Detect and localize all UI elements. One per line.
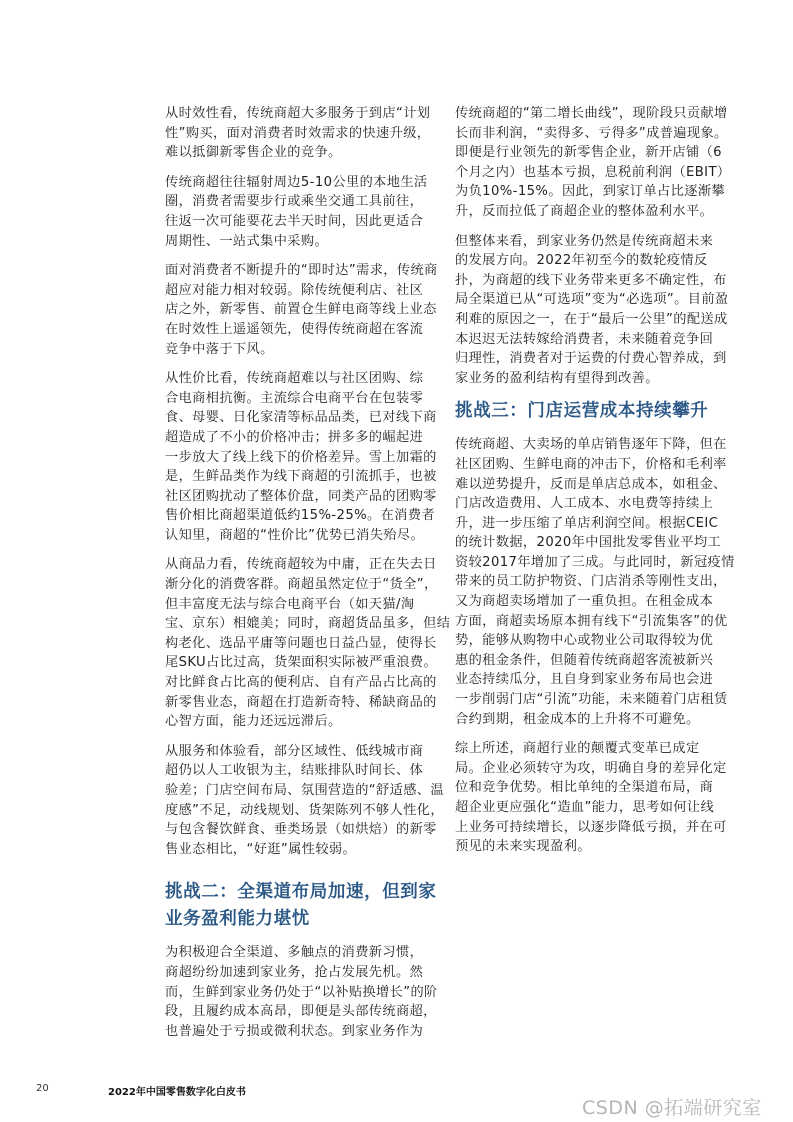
- text-line: 本迟迟无法转嫁给消费者，未来随着竞争回: [455, 331, 714, 347]
- text-line: 周期性、一站式集中采购。: [165, 233, 329, 249]
- section-heading: [455, 398, 730, 425]
- text-line: 与包含餐饮鲜食、垂类场景（如烘焙）的新零: [165, 822, 437, 838]
- document-title: 2022年中国零售数字化白皮书: [108, 1087, 246, 1098]
- paragraph: [455, 739, 730, 857]
- paragraph: [455, 104, 730, 222]
- text-line: 业务盈利能力堪忧: [165, 909, 310, 930]
- text-line: 圈，消费者需要步行或乘坐交通工具前往，: [165, 194, 424, 210]
- text-line: 渐分化的消费客群。商超虽然定位于“货全”，: [165, 577, 438, 593]
- text-line: 带来的员工防护物资、门店消杀等刚性支出，: [455, 574, 727, 590]
- text-line: 挑战二：全渠道布局加速，但到家: [165, 882, 437, 903]
- text-line: 店之外，新零售、前置仓生鲜电商等线上业态: [165, 302, 437, 318]
- text-line: 长而非利润，“卖得多、亏得多”成普遍现象。: [455, 125, 728, 141]
- text-line: 即便是行业领先的新零售企业，新开店铺（6: [455, 145, 722, 161]
- text-line: 挑战三：门店运营成本持续攀升: [455, 401, 709, 422]
- text-line: 社区团购、生鲜电商的冲击下，价格和毛利率: [455, 456, 727, 472]
- page-number: 20: [36, 1083, 49, 1094]
- text-line: 的发展方向。2022年初至今的数轮疫情反: [455, 253, 708, 269]
- watermark: CSDN @拓端研究室: [582, 1097, 762, 1119]
- text-line: 对比鲜食占比高的便利店、自有产品占比高的: [165, 675, 437, 691]
- text-line: 从性价比看，传统商超难以与社区团购、综: [165, 371, 424, 387]
- text-line: 归理性，消费者对于运费的付费心智养成，到: [455, 351, 727, 367]
- left-column: [165, 104, 451, 1051]
- text-line: 升，进一步压缩了单店利润空间。根据CEIC: [455, 515, 719, 531]
- text-line: 惠的租金条件，但随着传统商超客流被新兴: [455, 652, 714, 668]
- text-line: 在时效性上遥遥领先，使得传统商超在客流: [165, 321, 424, 337]
- text-line: 超应对能力相对较弱。除传统便利店、社区: [165, 282, 424, 298]
- text-line: 社区团购扰动了整体价盘，同类产品的团购零: [165, 488, 437, 504]
- right-column: [455, 104, 735, 867]
- text-line: 也普遍处于亏损或微利状态。到家业务作为: [165, 1023, 424, 1039]
- text-line: 局全渠道已从“可选项”变为“必选项”。目前盈: [455, 292, 729, 308]
- text-line: 而，生鲜到家业务仍处于“以补贴换增长”的阶: [165, 984, 438, 1000]
- text-line: 食、母婴、日化家清等标品品类，已对线下商: [165, 410, 437, 426]
- text-line: 从商品力看，传统商超较为中庸，正在失去日: [165, 557, 437, 573]
- text-line: 是，生鲜品类作为线下商超的引流抓手，也被: [165, 469, 437, 485]
- text-line: 又为商超卖场增加了一重负担。在租金成本: [455, 594, 714, 610]
- text-line: 售业态相比，“好逛”属性较弱。: [165, 841, 357, 857]
- text-line: 性”购买，面对消费者时效需求的快速升级，: [165, 125, 431, 141]
- paragraph: [165, 943, 440, 1041]
- text-line: 个月之内）也基本亏损，息税前利润（EBIT）: [455, 164, 731, 180]
- text-line: 竞争中落于下风。: [165, 341, 274, 357]
- text-line: 为负10%-15%。因此，到家订单占比逐渐攀: [455, 184, 725, 200]
- section-heading: [165, 879, 440, 933]
- text-line: 上业务可持续增长，以逐步降低亏损，并在可: [455, 819, 727, 835]
- text-line: 心智方面，能力还远远滞后。: [165, 714, 342, 730]
- text-line: 门店改造费用、人工成本、水电费等持续上: [455, 496, 714, 512]
- text-line: 段，且履约成本高昂，即便是头部传统商超，: [165, 1004, 437, 1020]
- text-line: 传统商超往往辐射周边5-10公里的本地生活: [165, 174, 428, 190]
- text-line: 扑，为商超的线下业务带来更多不确定性，布: [455, 272, 727, 288]
- text-line: 但整体来看，到家业务仍然是传统商超未来: [455, 233, 714, 249]
- text-line: 验差；门店空间布局、氛围营造的“舒适感、温: [165, 783, 444, 798]
- text-line: 从时效性看，传统商超大多服务于到店“计划: [165, 106, 431, 121]
- text-line: 往返一次可能要花去半天时间，因此更适合: [165, 213, 424, 229]
- text-line: 构老化、选品平庸等问题也日益凸显，使得长: [165, 635, 437, 651]
- text-line: 认知里，商超的“性价比”优势已消失殆尽。: [165, 527, 425, 543]
- text-line: 一步放大了线上线下的价格差异。雪上加霜的: [165, 449, 437, 465]
- text-line: 难以抵御新零售企业的竞争。: [165, 145, 342, 161]
- paragraph: [455, 435, 735, 729]
- text-line: 新零售业态，商超在打造新奇特、稀缺商品的: [165, 694, 437, 710]
- paragraph: [165, 369, 440, 545]
- text-line: 超企业更应强化“造血”能力，思考如何让线: [455, 800, 715, 815]
- text-line: 资较2017年增加了三成。与此同时，新冠疫情: [455, 554, 735, 570]
- paragraph: [165, 173, 440, 251]
- text-line: 从服务和体验看，部分区域性、低线城市商: [165, 743, 424, 759]
- text-line: 传统商超、大卖场的单店销售逐年下降，但在: [455, 437, 727, 453]
- text-line: 尾SKU占比过高，货架面积实际被严重浪费。: [165, 655, 438, 671]
- text-line: 利难的原因之一，在于“最后一公里”的配送成: [455, 311, 728, 327]
- paragraph: [165, 555, 451, 731]
- text-line: 的统计数据，2020年中国批发零售业平均工: [455, 535, 722, 551]
- text-line: 势，能够从购物中心或物业公司取得较为优: [455, 633, 714, 649]
- paragraph: [165, 261, 440, 359]
- text-line: 升，反而拉低了商超企业的整体盈利水平。: [455, 203, 714, 219]
- text-line: 家业务的盈利结构有望得到改善。: [455, 370, 659, 386]
- text-line: 超仍以人工收银为主，结账排队时间长、体: [165, 763, 424, 779]
- text-line: 一步削弱门店“引流”功能，未来随着门店租赁: [455, 692, 728, 708]
- text-line: 合电商相抗衡。主流综合电商平台在包装零: [165, 390, 424, 406]
- text-line: 难以逆势提升，反而是单店总成本，如租金、: [455, 476, 727, 492]
- text-line: 面对消费者不断提升的“即时达”需求，传统商: [165, 263, 438, 279]
- text-line: 位和竞争优势。相比单纯的全渠道布局，商: [455, 780, 714, 796]
- paragraph: [165, 742, 444, 860]
- text-line: 合约到期，租金成本的上升将不可避免。: [455, 711, 700, 727]
- text-line: 度感”不足，动线规划、货架陈列不够人性化，: [165, 802, 444, 818]
- text-line: 售价相比商超渠道低约15%-25%。在消费者: [165, 508, 435, 524]
- text-line: 局。企业必须转守为攻，明确自身的差异化定: [455, 760, 727, 776]
- text-line: 综上所述，商超行业的颠覆式变革已成定: [455, 741, 700, 757]
- text-line: 预见的未来实现盈利。: [455, 839, 591, 855]
- paragraph: [455, 232, 730, 389]
- text-line: 为积极迎合全渠道、多触点的消费新习惯，: [165, 945, 424, 961]
- text-line: 传统商超的“第二增长曲线”，现阶段只贡献增: [455, 106, 728, 121]
- text-line: 方面，商超卖场原本拥有线下“引流集客”的优: [455, 613, 728, 629]
- text-line: 业态持续瓜分，且自身到家业务布局也会进: [455, 672, 714, 688]
- text-line: 商超纷纷加速到家业务，抢占发展先机。然: [165, 964, 424, 980]
- paragraph: [165, 104, 440, 163]
- text-line: 但丰富度无法与综合电商平台（如天猫/淘: [165, 596, 415, 612]
- text-line: 超造成了不小的价格冲击；拼多多的崛起进: [165, 429, 424, 445]
- text-line: 宝、京东）相媲美；同时，商超货品虽多，但结: [165, 616, 451, 632]
